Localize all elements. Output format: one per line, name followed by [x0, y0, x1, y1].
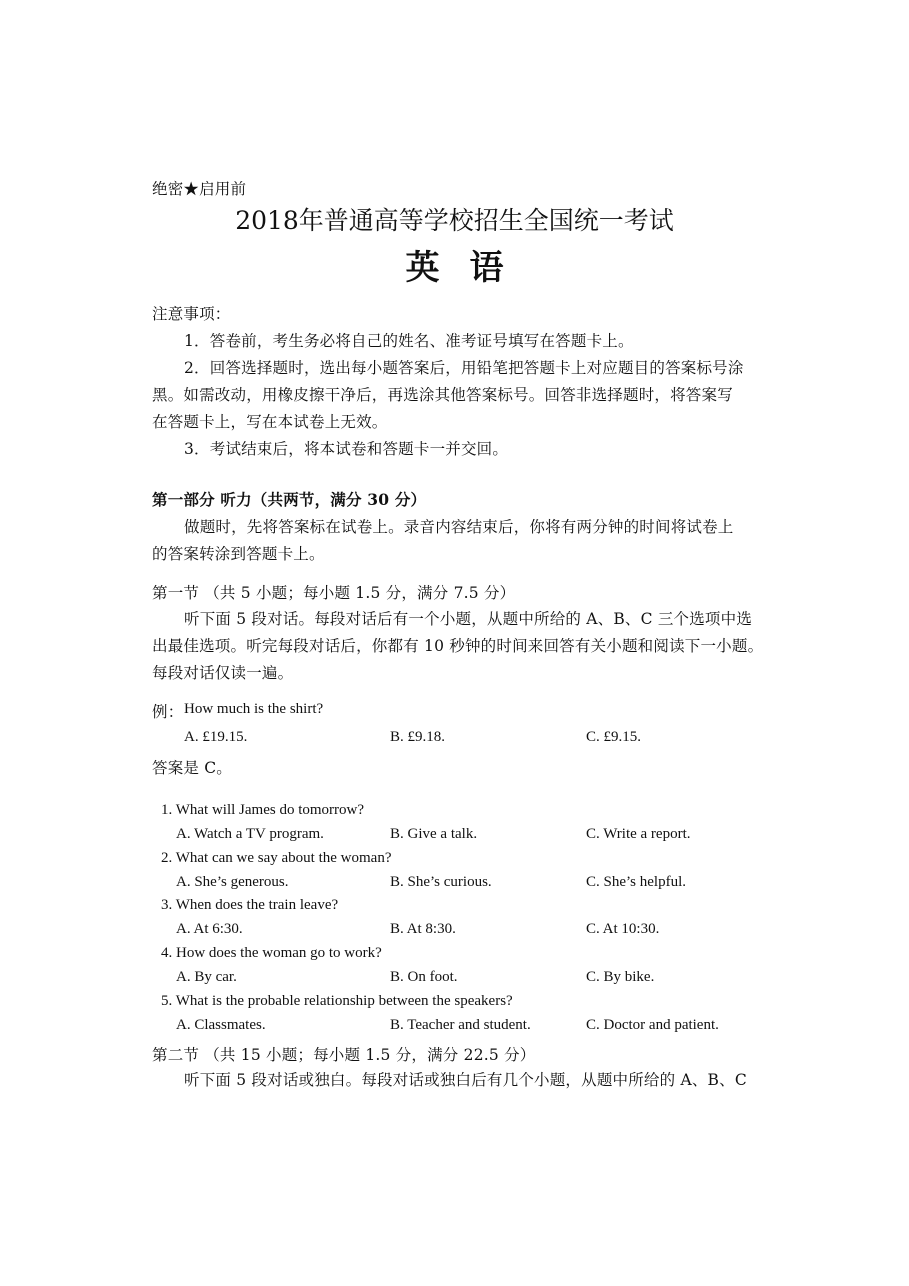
- question-5: 5. What is the probable relationship between the speakers?: [161, 993, 513, 1009]
- question-4-option-b: B. On foot.: [390, 969, 458, 985]
- question-3-option-a: A. At 6:30.: [176, 921, 243, 937]
- notice-item: 2．回答选择题时，选出每小题答案后，用铅笔把答题卡上对应题目的答案标号涂: [184, 359, 744, 377]
- question-3-option-b: B. At 8:30.: [390, 921, 456, 937]
- part1-intro-line: 做题时，先将答案标在试卷上。录音内容结束后，你将有两分钟的时间将试卷上: [184, 518, 734, 536]
- exam-title: 2018年普通高等学校招生全国统一考试: [235, 206, 674, 235]
- question-2-option-c: C. She’s helpful.: [586, 874, 686, 890]
- question-1: 1. What will James do tomorrow?: [161, 802, 365, 818]
- question-2-option-b: B. She’s curious.: [390, 874, 492, 890]
- section2-intro-line: 听下面 5 段对话或独白。每段对话或独白后有几个小题，从题中所给的 A、B、C: [184, 1071, 747, 1089]
- example-question: How much is the shirt?: [184, 701, 324, 717]
- example-option-a: A. £19.15.: [184, 729, 248, 745]
- question-4-option-a: A. By car.: [176, 969, 237, 985]
- example-label: 例：: [152, 703, 184, 721]
- question-5-option-b: B. Teacher and student.: [390, 1017, 531, 1033]
- section1-intro-line: 听下面 5 段对话。每段对话后有一个小题，从题中所给的 A、B、C 三个选项中选: [184, 610, 753, 628]
- part1-intro-line: 的答案转涂到答题卡上。: [152, 545, 325, 563]
- section2-heading: 第二节 （共 15 小题；每小题 1.5 分，满分 22.5 分）: [152, 1046, 536, 1064]
- question-2: 2. What can we say about the woman?: [161, 850, 392, 866]
- question-4-option-c: C. By bike.: [586, 969, 655, 985]
- question-1-option-c: C. Write a report.: [586, 826, 691, 842]
- notice-item-continued: 在答题卡上，写在本试卷上无效。: [152, 413, 388, 431]
- example-option-b: B. £9.18.: [390, 729, 446, 745]
- section1-intro-line: 每段对话仅读一遍。: [152, 664, 294, 682]
- question-3: 3. When does the train leave?: [161, 897, 339, 913]
- subject-title: 英语: [405, 248, 534, 288]
- section1-intro-line: 出最佳选项。听完每段对话后，你都有 10 秒钟的时间来回答有关小题和阅读下一小题。: [152, 637, 764, 655]
- question-5-option-a: A. Classmates.: [176, 1017, 266, 1033]
- question-5-option-c: C. Doctor and patient.: [586, 1017, 719, 1033]
- notice-heading: 注意事项：: [152, 305, 231, 323]
- notice-item: 3．考试结束后，将本试卷和答题卡一并交回。: [184, 440, 509, 458]
- notice-item-continued: 黑。如需改动，用橡皮擦干净后，再选涂其他答案标号。回答非选择题时，将答案写: [152, 386, 733, 404]
- section1-heading: 第一节 （共 5 小题；每小题 1.5 分，满分 7.5 分）: [152, 584, 516, 602]
- question-2-option-a: A. She’s generous.: [176, 874, 289, 890]
- question-1-option-a: A. Watch a TV program.: [176, 826, 324, 842]
- question-4: 4. How does the woman go to work?: [161, 945, 382, 961]
- example-answer: 答案是 C。: [152, 759, 232, 777]
- confidential-label: 绝密★启用前: [152, 180, 247, 198]
- example-option-c: C. £9.15.: [586, 729, 642, 745]
- part1-heading: 第一部分 听力（共两节，满分 30 分）: [152, 490, 427, 509]
- notice-item: 1．答卷前，考生务必将自己的姓名、准考证号填写在答题卡上。: [184, 332, 634, 350]
- question-1-option-b: B. Give a talk.: [390, 826, 478, 842]
- question-3-option-c: C. At 10:30.: [586, 921, 660, 937]
